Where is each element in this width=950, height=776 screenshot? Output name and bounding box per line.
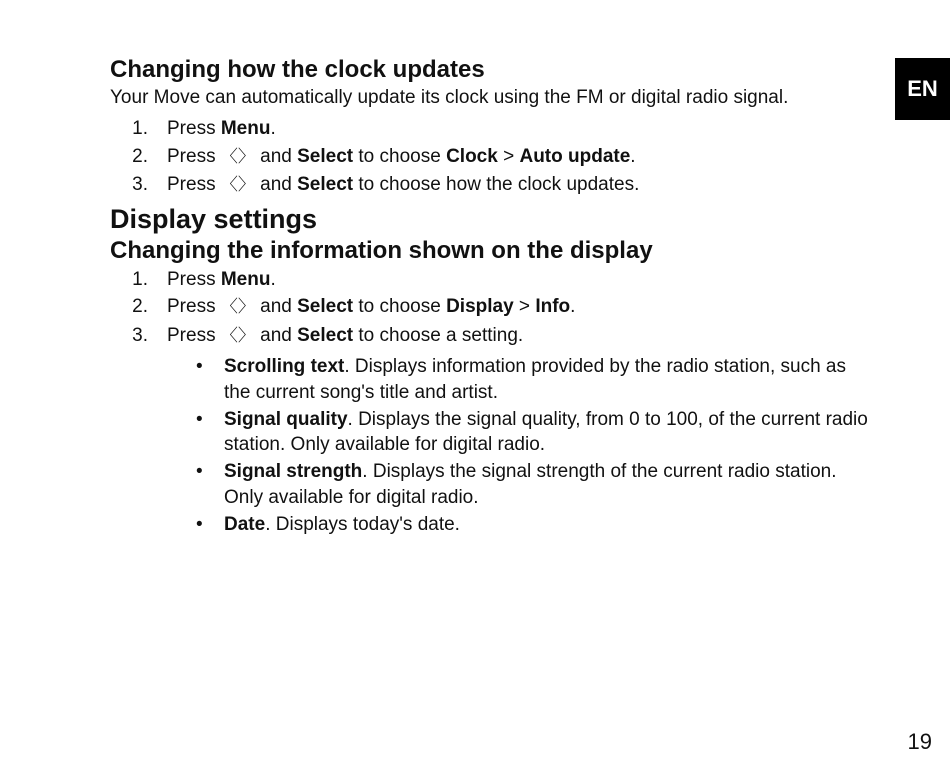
step-text: Press (167, 118, 221, 139)
step-text: Press (167, 296, 221, 317)
auto-update-term: Auto update (519, 145, 631, 167)
step-number: 2. (132, 296, 148, 317)
step-text: to choose (353, 296, 447, 317)
language-label: EN (907, 76, 938, 101)
step-text: and (254, 296, 298, 317)
clock-update-heading: Changing how the clock updates (110, 56, 485, 83)
select-term: Select (297, 296, 354, 317)
option-term: Signal quality (224, 408, 348, 430)
step-text: Press (167, 174, 221, 195)
select-term: Select (297, 324, 354, 346)
left-right-arrows-icon: 〈〉 (220, 325, 255, 346)
step-item (110, 293, 880, 322)
select-term: Select (297, 174, 354, 195)
step-item (110, 322, 880, 351)
option-term: Scrolling text (224, 356, 345, 377)
display-info-steps (110, 266, 880, 351)
step-text: . (270, 268, 276, 290)
list-item (110, 512, 880, 538)
step-item (110, 143, 880, 172)
option-term: Signal strength (224, 461, 363, 482)
bullet-icon: • (196, 408, 203, 430)
step-text: and (254, 174, 298, 195)
step-text: Press (167, 268, 221, 290)
step-text: . (270, 118, 276, 139)
step-text: Press (167, 324, 221, 346)
option-description: . Displays information provided by the radio station, such as the current song's title and artist. (224, 356, 847, 403)
clock-update-intro: Your Move can automatically update its clock using the FM or digital radio signal. (110, 87, 789, 108)
step-text: Press (167, 145, 221, 167)
select-term: Select (297, 145, 354, 167)
option-description: . Displays the signal strength of the current radio station. Only available for digital radio. (224, 461, 837, 508)
step-text: . (570, 296, 576, 317)
left-right-arrows-icon: 〈〉 (220, 146, 255, 167)
left-right-arrows-icon: 〈〉 (220, 175, 255, 195)
list-item (110, 459, 880, 510)
step-text: . (630, 145, 636, 167)
step-item (110, 266, 880, 294)
step-number: 2. (132, 145, 148, 167)
step-number: 1. (132, 118, 148, 139)
bullet-icon: • (196, 461, 203, 482)
step-number: 3. (132, 174, 148, 195)
step-number: 3. (132, 324, 148, 346)
bullet-icon: • (196, 513, 203, 535)
info-term: Info (535, 296, 571, 317)
display-info-heading: Changing the information shown on the display (110, 236, 653, 264)
manual-page (110, 55, 880, 539)
option-description: . Displays today's date. (265, 513, 460, 535)
step-item (110, 171, 880, 200)
left-right-arrows-icon: 〈〉 (220, 297, 255, 317)
display-term: Display (446, 296, 514, 317)
page-number: 19 (907, 729, 932, 754)
step-text: to choose a setting. (353, 324, 524, 346)
display-settings-heading: Display settings (110, 203, 318, 234)
step-separator: > (497, 145, 520, 167)
option-description: . Displays the signal quality, from 0 to 100, of the current radio station. Only available for digital radio. (224, 408, 868, 455)
clock-term: Clock (446, 145, 498, 167)
clock-update-steps (110, 115, 880, 200)
step-text: and (254, 324, 298, 346)
step-text: and (254, 145, 298, 167)
language-tab (895, 58, 950, 120)
menu-term: Menu (220, 118, 271, 139)
list-item (110, 407, 880, 458)
step-text: to choose (353, 145, 447, 167)
bullet-icon: • (196, 356, 203, 377)
display-options-list (110, 354, 880, 537)
step-item (110, 115, 880, 143)
step-separator: > (513, 296, 536, 317)
option-term: Date (224, 513, 266, 535)
list-item (110, 354, 880, 405)
step-number: 1. (132, 268, 148, 290)
menu-term: Menu (220, 268, 271, 290)
step-text: to choose how the clock updates. (353, 174, 640, 195)
